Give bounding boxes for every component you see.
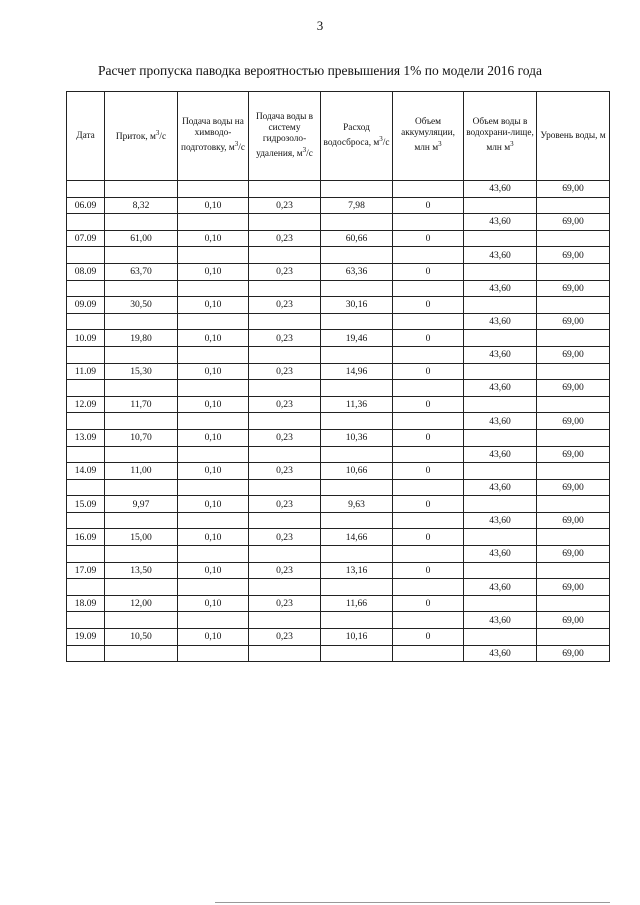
table-cell: 13,16: [321, 562, 393, 579]
table-cell: 0,10: [178, 197, 249, 214]
table-cell: 0,10: [178, 363, 249, 380]
table-cell: 0,10: [178, 230, 249, 247]
table-cell: 0,10: [178, 297, 249, 314]
column-header-text: Расход водосброса, м: [323, 122, 380, 149]
table-cell: 0,23: [249, 629, 321, 646]
table-cell: 69,00: [537, 181, 610, 198]
table-cell: [393, 346, 464, 363]
table-cell: [249, 479, 321, 496]
unit-superscript: 3: [379, 134, 383, 143]
table-cell: [464, 595, 537, 612]
bottom-rule: [215, 902, 610, 903]
column-header: [67, 92, 105, 181]
table-cell: [321, 645, 393, 662]
column-header-text: Подача воды в систему гидрозоло-удаления, м: [255, 111, 314, 160]
table-row: [67, 612, 610, 629]
table-cell: [67, 579, 105, 596]
table-cell: 43,60: [464, 579, 537, 596]
table-cell: 69,00: [537, 479, 610, 496]
table-cell: 0: [393, 463, 464, 480]
table-cell: [537, 595, 610, 612]
table-cell: [178, 645, 249, 662]
table-cell: 0,10: [178, 529, 249, 546]
table-cell: 0,23: [249, 463, 321, 480]
table-cell: [249, 446, 321, 463]
table-row: [67, 579, 610, 596]
table-cell: 43,60: [464, 247, 537, 264]
table-cell: [249, 512, 321, 529]
table-cell: [178, 413, 249, 430]
table-cell: [249, 612, 321, 629]
unit-superscript: 3: [302, 145, 307, 154]
table-cell: [249, 645, 321, 662]
table-cell: 7,98: [321, 197, 393, 214]
table-cell: [249, 181, 321, 198]
table-cell: 69,00: [537, 546, 610, 563]
unit-superscript: 3: [438, 140, 442, 149]
table-cell: [105, 413, 178, 430]
table-cell: [178, 446, 249, 463]
table-cell: [393, 280, 464, 297]
table-cell: [105, 247, 178, 264]
table-cell: [321, 446, 393, 463]
table-cell: [464, 429, 537, 446]
table-cell: 0: [393, 197, 464, 214]
column-header: [537, 92, 610, 181]
table-row: [67, 297, 610, 314]
table-cell: 14,96: [321, 363, 393, 380]
table-cell: 43,60: [464, 612, 537, 629]
table-cell: [178, 181, 249, 198]
table-cell: 69,00: [537, 380, 610, 397]
table-cell: [105, 479, 178, 496]
table-row: [67, 446, 610, 463]
table-cell: 0,23: [249, 363, 321, 380]
table-cell: [321, 413, 393, 430]
table-cell: 0,10: [178, 629, 249, 646]
table-row: [67, 181, 610, 198]
table-cell: 10,70: [105, 429, 178, 446]
table-cell: [537, 230, 610, 247]
table-row: [67, 595, 610, 612]
table-cell: [537, 529, 610, 546]
table-cell: [67, 280, 105, 297]
table-cell: 69,00: [537, 214, 610, 231]
table-cell: 43,60: [464, 181, 537, 198]
table-cell: 43,60: [464, 280, 537, 297]
table-cell: 0,23: [249, 529, 321, 546]
table-cell: 0: [393, 629, 464, 646]
table-cell: 14,66: [321, 529, 393, 546]
table-cell: [464, 562, 537, 579]
table-cell: [464, 496, 537, 513]
table-cell: 69,00: [537, 446, 610, 463]
table-row: [67, 645, 610, 662]
table-cell: 0: [393, 562, 464, 579]
table-cell: 9,97: [105, 496, 178, 513]
table-row: [67, 263, 610, 280]
page-number: 3: [316, 18, 324, 33]
table-cell: [105, 280, 178, 297]
table-cell: [178, 214, 249, 231]
table-cell: [464, 297, 537, 314]
table-cell: [249, 247, 321, 264]
table-cell: 0: [393, 429, 464, 446]
column-header-text: Дата: [76, 130, 95, 141]
table-cell: 0,23: [249, 562, 321, 579]
table-cell: [537, 396, 610, 413]
table-cell: [249, 346, 321, 363]
document-title: Расчет пропуска паводка вероятностью превышения 1% по модели 2016 года: [97, 63, 543, 78]
table-cell: [249, 380, 321, 397]
table-cell: [393, 247, 464, 264]
table-cell: [464, 529, 537, 546]
table-cell: [249, 413, 321, 430]
table-cell: [393, 645, 464, 662]
table-cell: 43,60: [464, 313, 537, 330]
table-row: [67, 413, 610, 430]
column-header-text: Объем аккумуляции, млн м: [401, 117, 455, 154]
table-cell: [178, 380, 249, 397]
table-cell: 0,23: [249, 197, 321, 214]
table-cell: [178, 346, 249, 363]
table-cell: [393, 446, 464, 463]
column-header: [105, 92, 178, 181]
table-cell: 0,23: [249, 595, 321, 612]
table-cell: [178, 247, 249, 264]
table-cell: [321, 612, 393, 629]
table-cell: [178, 280, 249, 297]
table-cell: 11.09: [67, 363, 105, 380]
table-cell: 0,23: [249, 396, 321, 413]
table-cell: 0: [393, 496, 464, 513]
table-cell: [105, 214, 178, 231]
table-cell: 69,00: [537, 346, 610, 363]
table-cell: 0,10: [178, 496, 249, 513]
table-cell: 0,10: [178, 463, 249, 480]
table-cell: 60,66: [321, 230, 393, 247]
table-cell: 11,70: [105, 396, 178, 413]
table-cell: [537, 562, 610, 579]
table-cell: [67, 446, 105, 463]
table-cell: [464, 263, 537, 280]
table-cell: [321, 247, 393, 264]
table-cell: [537, 629, 610, 646]
table-cell: 10,36: [321, 429, 393, 446]
table-cell: 06.09: [67, 197, 105, 214]
table-row: [67, 363, 610, 380]
table-cell: [67, 181, 105, 198]
table-cell: 10,66: [321, 463, 393, 480]
table-row: [67, 496, 610, 513]
table-cell: [464, 230, 537, 247]
table-cell: [67, 380, 105, 397]
table-cell: [393, 512, 464, 529]
table-row: [67, 247, 610, 264]
table-cell: [393, 214, 464, 231]
table-cell: 19.09: [67, 629, 105, 646]
table-cell: [67, 214, 105, 231]
column-header: [321, 92, 393, 181]
table-cell: [537, 197, 610, 214]
table-cell: 11,66: [321, 595, 393, 612]
table-cell: [105, 645, 178, 662]
table-cell: [321, 380, 393, 397]
table-cell: 0: [393, 330, 464, 347]
column-header-text: Приток, м: [115, 132, 156, 143]
table-row: [67, 280, 610, 297]
table-cell: [464, 330, 537, 347]
table-cell: 0,10: [178, 263, 249, 280]
table-cell: [464, 396, 537, 413]
table-cell: [249, 313, 321, 330]
table-cell: 09.09: [67, 297, 105, 314]
table-row: [67, 313, 610, 330]
table-cell: 17.09: [67, 562, 105, 579]
column-header-text: Объем воды в водохрани-лище, млн м: [466, 117, 534, 154]
table-cell: 0: [393, 230, 464, 247]
table-cell: [321, 546, 393, 563]
table-row: [67, 197, 610, 214]
table-cell: 63,36: [321, 263, 393, 280]
table-cell: 43,60: [464, 214, 537, 231]
table-cell: 0,23: [249, 330, 321, 347]
column-header-text: Уровень воды, м: [540, 130, 606, 141]
table-row: [67, 330, 610, 347]
table-cell: [537, 363, 610, 380]
table-cell: 43,60: [464, 546, 537, 563]
table-row: [67, 529, 610, 546]
table-cell: 69,00: [537, 313, 610, 330]
table-cell: [321, 280, 393, 297]
table-cell: 0: [393, 297, 464, 314]
table-cell: [537, 496, 610, 513]
flood-calculation-table: [66, 91, 610, 662]
table-cell: 07.09: [67, 230, 105, 247]
table-cell: 43,60: [464, 380, 537, 397]
unit-tail: /с: [306, 149, 313, 160]
table-cell: 30,16: [321, 297, 393, 314]
table-cell: [537, 429, 610, 446]
table-cell: 8,32: [105, 197, 178, 214]
table-cell: [537, 463, 610, 480]
table-cell: 10.09: [67, 330, 105, 347]
table-cell: 10,50: [105, 629, 178, 646]
table-cell: [105, 512, 178, 529]
table-row: [67, 562, 610, 579]
table-row: [67, 396, 610, 413]
table-cell: [178, 479, 249, 496]
table-cell: [464, 197, 537, 214]
column-header: [249, 92, 321, 181]
table-cell: [393, 579, 464, 596]
table-row: [67, 346, 610, 363]
table-cell: [464, 629, 537, 646]
table-cell: [321, 479, 393, 496]
table-cell: 0: [393, 595, 464, 612]
table-cell: [321, 512, 393, 529]
unit-tail: /с: [238, 143, 246, 154]
table-row: [67, 463, 610, 480]
table-cell: [464, 463, 537, 480]
table-cell: 12,00: [105, 595, 178, 612]
table-cell: [105, 181, 178, 198]
table-cell: [321, 313, 393, 330]
unit-tail: /с: [382, 138, 390, 149]
table-cell: [393, 181, 464, 198]
table-cell: [178, 612, 249, 629]
table-cell: 11,36: [321, 396, 393, 413]
table-cell: 43,60: [464, 479, 537, 496]
table-cell: [67, 612, 105, 629]
table-cell: 10,16: [321, 629, 393, 646]
table-cell: 15,30: [105, 363, 178, 380]
table-cell: [249, 546, 321, 563]
table-cell: 16.09: [67, 529, 105, 546]
table-cell: 12.09: [67, 396, 105, 413]
table-row: [67, 230, 610, 247]
table-cell: 69,00: [537, 280, 610, 297]
table-cell: [67, 479, 105, 496]
table-cell: 11,00: [105, 463, 178, 480]
column-header: [178, 92, 249, 181]
table-cell: [67, 247, 105, 264]
table-cell: 0,10: [178, 429, 249, 446]
table-cell: 19,46: [321, 330, 393, 347]
table-cell: [321, 181, 393, 198]
table-cell: 63,70: [105, 263, 178, 280]
table-cell: 0: [393, 363, 464, 380]
table-cell: 18.09: [67, 595, 105, 612]
table-cell: [178, 546, 249, 563]
table-cell: [67, 313, 105, 330]
table-cell: [67, 346, 105, 363]
table-cell: [321, 579, 393, 596]
table-cell: 0: [393, 529, 464, 546]
table-cell: 43,60: [464, 446, 537, 463]
column-header: [393, 92, 464, 181]
table-cell: [105, 579, 178, 596]
table-cell: [321, 346, 393, 363]
column-header: [464, 92, 537, 181]
unit-superscript: 3: [510, 140, 514, 149]
table-cell: [464, 363, 537, 380]
table-cell: [67, 512, 105, 529]
table-cell: 69,00: [537, 247, 610, 264]
table-cell: [537, 263, 610, 280]
table-cell: [537, 330, 610, 347]
table-row: [67, 512, 610, 529]
table-cell: 43,60: [464, 512, 537, 529]
table-cell: 14.09: [67, 463, 105, 480]
table-cell: 0: [393, 263, 464, 280]
table-row: [67, 479, 610, 496]
table-cell: [105, 446, 178, 463]
table-cell: 0: [393, 396, 464, 413]
table-cell: 0,23: [249, 263, 321, 280]
table-cell: 69,00: [537, 413, 610, 430]
table-cell: [393, 546, 464, 563]
table-cell: 43,60: [464, 346, 537, 363]
table-cell: [537, 297, 610, 314]
table-cell: 0,23: [249, 496, 321, 513]
table-cell: 61,00: [105, 230, 178, 247]
table-cell: 0,10: [178, 595, 249, 612]
table-cell: [393, 413, 464, 430]
table-cell: 0,23: [249, 429, 321, 446]
table-cell: 43,60: [464, 645, 537, 662]
table-cell: [393, 612, 464, 629]
table-cell: [105, 546, 178, 563]
table-cell: 08.09: [67, 263, 105, 280]
table-cell: 69,00: [537, 512, 610, 529]
table-cell: 0,23: [249, 297, 321, 314]
table-cell: [178, 313, 249, 330]
table-cell: [67, 413, 105, 430]
table-body: [67, 181, 610, 662]
table-header-row: [67, 92, 610, 181]
table-cell: [393, 380, 464, 397]
table-cell: 69,00: [537, 612, 610, 629]
table-cell: [105, 313, 178, 330]
table-cell: [67, 546, 105, 563]
table-cell: [178, 512, 249, 529]
table-row: [67, 380, 610, 397]
table-cell: [105, 380, 178, 397]
table-cell: 0,10: [178, 330, 249, 347]
table-cell: [105, 612, 178, 629]
table-cell: [249, 280, 321, 297]
table-cell: [67, 645, 105, 662]
column-header-text: Подача воды на химводо-подготовку, м: [180, 117, 244, 154]
table-cell: 13,50: [105, 562, 178, 579]
table-cell: 69,00: [537, 579, 610, 596]
table-cell: [249, 214, 321, 231]
table-cell: 13.09: [67, 429, 105, 446]
table-cell: [321, 214, 393, 231]
table-cell: 15.09: [67, 496, 105, 513]
unit-superscript: 3: [234, 140, 239, 149]
table-cell: 69,00: [537, 645, 610, 662]
table-row: [67, 429, 610, 446]
table-cell: 43,60: [464, 413, 537, 430]
table-cell: 19,80: [105, 330, 178, 347]
table-row: [67, 629, 610, 646]
table-cell: 0,10: [178, 396, 249, 413]
table-cell: 0,23: [249, 230, 321, 247]
table-cell: [393, 479, 464, 496]
table-row: [67, 214, 610, 231]
unit-superscript: 3: [155, 129, 160, 138]
table-cell: 15,00: [105, 529, 178, 546]
table-row: [67, 546, 610, 563]
table-cell: [178, 579, 249, 596]
unit-tail: /с: [159, 132, 167, 143]
table-cell: 0,10: [178, 562, 249, 579]
table-cell: [105, 346, 178, 363]
table-cell: [249, 579, 321, 596]
table-cell: [393, 313, 464, 330]
table-cell: 30,50: [105, 297, 178, 314]
table-cell: 9,63: [321, 496, 393, 513]
